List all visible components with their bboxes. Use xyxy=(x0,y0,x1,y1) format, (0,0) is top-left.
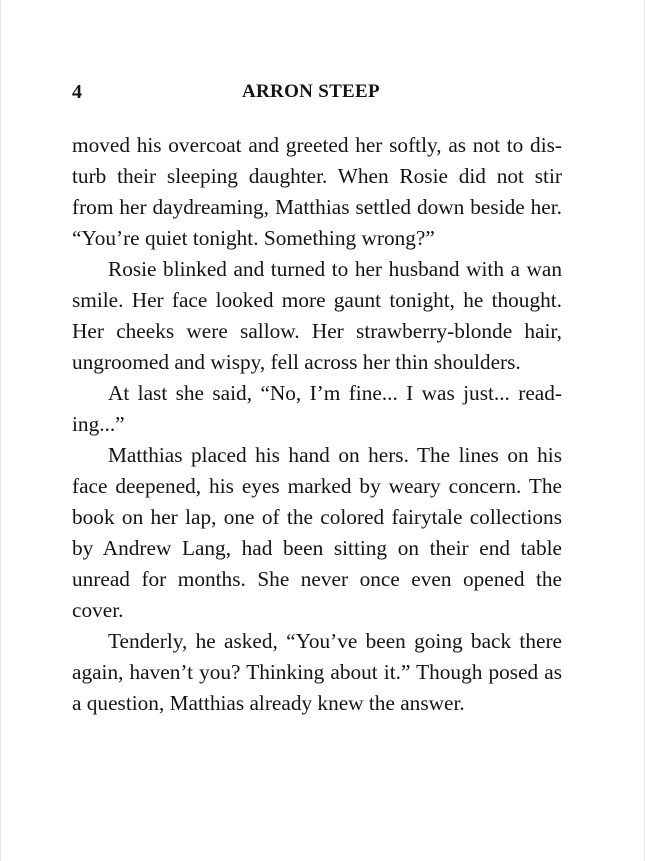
page-number: 4 xyxy=(72,81,82,103)
running-head-author: ARRON STEEP xyxy=(242,81,380,102)
page-header xyxy=(72,78,562,106)
body-text xyxy=(72,130,562,719)
paragraph-1: moved his overcoat and greeted her softly, as not to disturb their sleeping daughter. When Rosie did not stir from her daydreaming, Matthias settled down beside her. “You’re quiet tonight. Something wrong?” xyxy=(72,133,562,250)
paragraph-4: Matthias placed his hand on hers. The lines on his face deepened, his eyes marked by weary concern. The book on her lap, one of the colored fairytale collections by Andrew Lang, had been sitting on their end table unread for months. She never once even opened the cover. xyxy=(72,443,562,622)
paragraph-3: At last she said, “No, I’m fine... I was just... reading...” xyxy=(72,381,562,436)
paragraph-5: Tenderly, he asked, “You’ve been going back there again, haven’t you? Thinking about it.” Though posed as a question, Matthias already knew the answer. xyxy=(72,629,562,715)
paragraph-2: Rosie blinked and turned to her husband with a wan smile. Her face looked more gaunt tonight, he thought. Her cheeks were sallow. Her strawberry-blonde hair, ungroomed and wispy, fell across her thin shoulders. xyxy=(72,257,562,374)
